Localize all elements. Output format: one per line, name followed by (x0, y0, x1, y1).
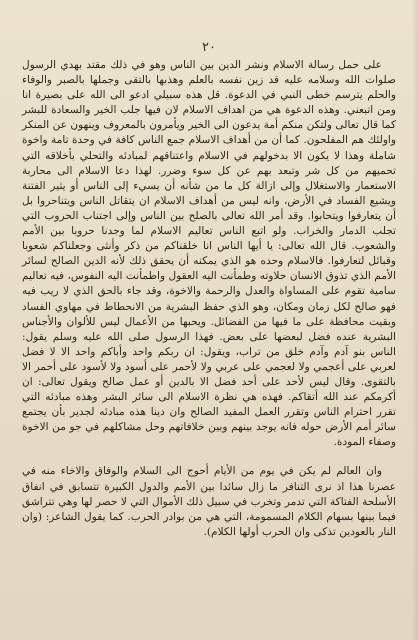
page-edge-shadow (412, 0, 418, 640)
paragraph-2: وان العالم لم يكن في يوم من الأيام أحوج الى السلام والوفاق والاخاء منه في عصرنا هذا اذ نرى التنافر ما زال سائدا بين الأمم والدول الكبيرة تتسابق في انفاق الأسلحة الفتاكة التي تدمر وتخرب في سبيل ذلك الأموال التي لا حصر لها وهي تتراشق فيما بينها بسهام الكلام المسمومة، التي هي من بوادر الحرب. كما يقول الشاعر: (وان النار بالعودين تذكى وان الحرب أولها الكلام). (22, 465, 396, 538)
paragraph-1: على حمل رسالة الاسلام ونشر الدين بين الناس وهو في ذلك مقتد بهدي الرسول صلوات الله وسلامه عليه قد زين نفسه بالعلم وهذبها بالتقى وجملها بالصبر والوفاء والحلم يترسم خطى النبي في الدعوة. قل هذه سبيلي ادعو الى الله على بصيرة انا ومن اتبعني. وهذه الدعوة هي من اهداف الاسلام لان فيها جلب الخير والسعادة للبشر كما قال تعالى ولتكن منكم أمة يدعون الى الخير ويأمرون بالمعروف وينهون عن المنكر واولئك هم المفلحون. كما أن من أهداف الاسلام جمع الناس كافة في وحدة تامة واخوة شاملة وهذا لا يكون الا بدخولهم في الاسلام واعتناقهم لمبادئه والتحلي بأخلاقه التي تحميهم من كل شر وتبعد بهم عن كل سوء وضرر. لهذا دعا الاسلام الى محاربة الاستعمار والاستغلال وإلى ازالة كل ما من شأنه أن يسيء إلى الناس أو يثير الفتنة ويشيع الفساد في الأرض، وانه ليس من أهداف الاسلام ان يتقاتل الناس ويتناحروا بل أن يتعارفوا ويتحابوا. وقد أمر الله تعالى بالصلح بين الناس وإلى اجتناب الحروب التي تجلب الدمار والخراب. ولو اتبع الناس تعاليم الاسلام لما وجدنا حروبا بين الأمم والشعوب. قال الله تعالى: يا أيها الناس انا خلقناكم من ذكر وأنثى وجعلناكم شعوبا وقبائل لتعارفوا. فالاسلام وحده هو الذي يمكنه أن يحقق ذلك لأنه الدين الصالح لسائر الأمم الذي تذوق الانسان حلاوته وطمأنت اليه العقول واطمأنت اليه النفوس، فيه تعاليم سامية تقوم على المساواة والعدل والرحمة والاخوة، وقد جاء بالحق الذي لا ريب فيه فهو صالح لكل زمان ومكان، وهو الذي حفظ البشرية من الانحطاط في مهاوي الفساد وبقيت محافظة على ما فيها من الفضائل. ويحبها من الأعمال ليس للألوان والأجناس البشرية عنده فضل لبعضها على بعض. فهذا الرسول صلى الله عليه وسلم يقول: الناس بنو آدم وآدم خلق من تراب، ويقول: ان ربكم واحد وأباكم واحد الا لا فضل لعربي على أعجمي ولا لعجمي على عربي ولا لأحمر على أسود ولا لأسود على أحمر الا بالتقوى. وقال ليس لأحد على أحد فضل الا بالدين أو عمل صالح ويقول تعالى: ان أكرمكم عند الله أتقاكم. فهذه هي نظرة الاسلام الى سائر البشر وهذه مبادئه التي تقرر احترام الناس وتقرر العمل المفيد الصالح وان دينا هذه مبادئه لجدير بأن يجتمع سائر أمم الأرض حوله فانه يوجد بينهم وبين خلافاتهم وحل مشاكلهم في جو من الاخوة وصفاء المودة. (22, 59, 396, 449)
page-number: ٢٠ (202, 40, 216, 55)
page-body (22, 58, 396, 540)
